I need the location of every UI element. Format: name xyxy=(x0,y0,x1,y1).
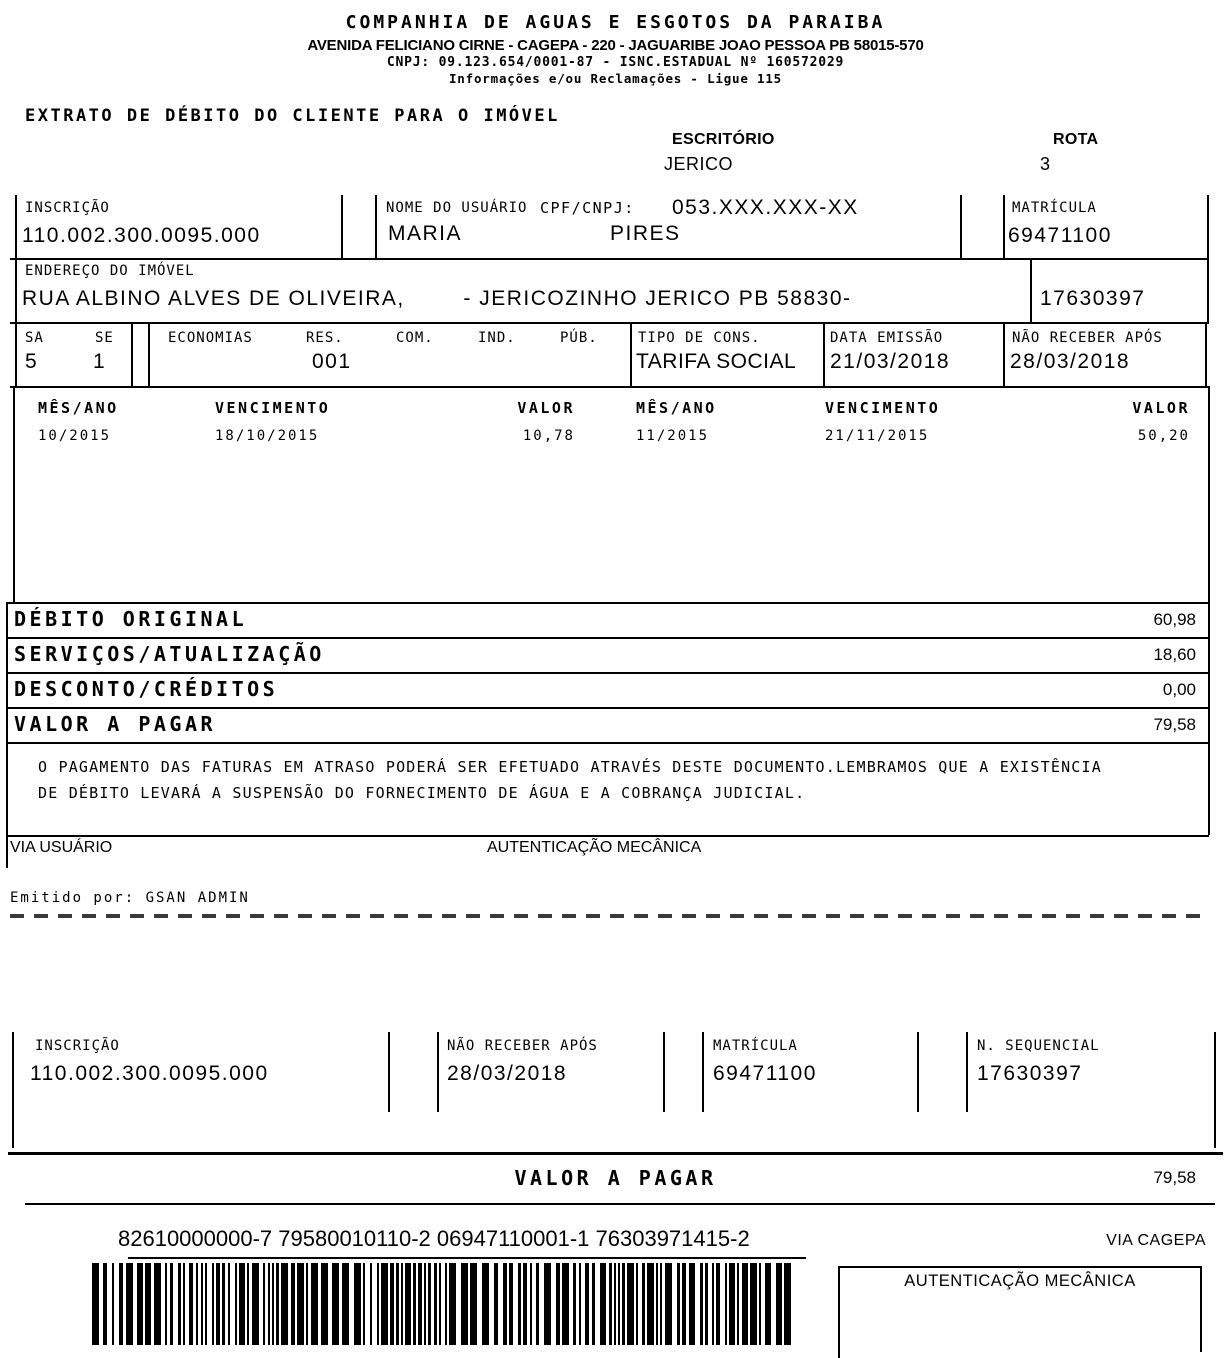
divider xyxy=(838,1266,1202,1268)
page-title: EXTRATO DE DÉBITO DO CLIENTE PARA O IMÓVEL xyxy=(25,106,560,126)
divider xyxy=(15,195,17,258)
divider xyxy=(1030,258,1032,322)
divider xyxy=(1207,195,1209,258)
data-emissao-value: 21/03/2018 xyxy=(830,350,951,373)
company-cnpj: CNPJ: 09.123.654/0001-87 - ISNC.ESTADUAL Nº 160572029 xyxy=(386,55,845,70)
total-row-value: 79,58 xyxy=(1153,715,1196,734)
res-label: RES. xyxy=(306,330,344,346)
divider xyxy=(1003,195,1005,258)
table-cell-mes-ano-1: 10/2015 xyxy=(38,428,112,444)
table-header-valor-2: VALOR xyxy=(1132,399,1190,417)
com-label: COM. xyxy=(396,330,434,346)
divider xyxy=(341,195,343,258)
table-cell-valor-1: 10,78 xyxy=(522,428,575,444)
divider xyxy=(6,835,8,868)
tipo-cons-value: TARIFA SOCIAL xyxy=(636,350,797,373)
stub-nao-receber-value: 28/03/2018 xyxy=(447,1062,568,1085)
tear-line xyxy=(10,914,1202,918)
total-row-value: 60,98 xyxy=(1153,610,1196,629)
divider xyxy=(6,637,1209,639)
divider xyxy=(10,386,1209,388)
divider xyxy=(6,602,8,742)
notice-line: DE DÉBITO LEVARÁ A SUSPENSÃO DO FORNECIMENTO DE ÁGUA E A COBRANÇA JUDICIAL. xyxy=(38,784,806,802)
sa-value: 5 xyxy=(25,350,39,373)
table-header-mes-ano-2: MÊS/ANO xyxy=(636,399,717,417)
divider xyxy=(1208,742,1210,835)
stub-valor-a-pagar-label: VALOR A PAGAR xyxy=(514,1166,717,1190)
table-cell-vencimento-2: 21/11/2015 xyxy=(825,428,930,444)
divider xyxy=(702,1032,704,1112)
divider xyxy=(6,707,1209,709)
barcode-number: 82610000000-7 79580010110-2 06947110001-1 76303971415-2 xyxy=(118,1226,750,1251)
divider xyxy=(388,1032,390,1112)
notice-line: O PAGAMENTO DAS FATURAS EM ATRASO PODERÁ SER EFETUADO ATRAVÉS DESTE DOCUMENTO.LEMBRAMOS QUE A EXISTÊNCIA xyxy=(38,758,1102,776)
sa-label: SA xyxy=(25,330,44,346)
company-address: AVENIDA FELICIANO CIRNE - CAGEPA - 220 - JAGUARIBE JOAO PESSOA PB 58015-570 xyxy=(307,37,924,54)
stub-nao-receber-label: NÃO RECEBER APÓS xyxy=(447,1038,598,1054)
user-name-label: NOME DO USUÁRIO xyxy=(386,200,528,216)
stub-sequencial-value: 17630397 xyxy=(977,1062,1083,1085)
divider xyxy=(917,1032,919,1112)
divider xyxy=(1208,602,1210,742)
table-cell-mes-ano-2: 11/2015 xyxy=(636,428,710,444)
stub-valor-a-pagar-value: 79,58 xyxy=(1153,1168,1196,1187)
divider xyxy=(148,322,150,386)
total-row-value: 0,00 xyxy=(1162,680,1196,699)
nao-receber-label: NÃO RECEBER APÓS xyxy=(1012,330,1163,346)
total-row-value: 18,60 xyxy=(1153,645,1196,664)
divider xyxy=(966,1032,968,1112)
via-usuario-label: VIA USUÁRIO xyxy=(10,839,113,856)
total-row-label: DESCONTO/CRÉDITOS xyxy=(14,677,279,701)
divider xyxy=(15,258,17,322)
cpf-value: 053.XXX.XXX-XX xyxy=(672,196,859,219)
divider xyxy=(1214,1032,1216,1148)
divider xyxy=(6,672,1209,674)
route-label: ROTA xyxy=(1053,131,1099,148)
via-cagepa-label: VIA CAGEPA xyxy=(1106,1232,1206,1249)
divider xyxy=(25,1203,1215,1205)
stub-matricula-value: 69471100 xyxy=(713,1062,817,1085)
divider xyxy=(630,322,632,386)
endereco-label: ENDEREÇO DO IMÓVEL xyxy=(25,263,195,279)
endereco-code: 17630397 xyxy=(1040,287,1146,310)
stub-inscricao-label: INSCRIÇÃO xyxy=(35,1038,120,1054)
divider xyxy=(1208,386,1210,602)
divider xyxy=(6,602,1209,604)
total-row-label: SERVIÇOS/ATUALIZAÇÃO xyxy=(14,642,325,666)
divider xyxy=(13,386,15,602)
cpf-label: CPF/CNPJ: xyxy=(540,199,635,217)
company-info-line: Informações e/ou Reclamações - Ligue 115 xyxy=(448,71,783,86)
divider xyxy=(1207,258,1209,322)
stub-inscricao-value: 110.002.300.0095.000 xyxy=(30,1062,269,1085)
divider xyxy=(10,322,1209,324)
table-cell-vencimento-1: 18/10/2015 xyxy=(215,428,320,444)
divider xyxy=(131,322,133,386)
user-first-name: MARIA xyxy=(388,222,463,245)
divider xyxy=(1205,322,1207,386)
divider xyxy=(1003,322,1005,386)
user-last-name: PIRES xyxy=(610,222,681,245)
table-header-valor-1: VALOR xyxy=(517,399,575,417)
data-emissao-label: DATA EMISSÃO xyxy=(830,330,944,346)
autenticacao-mecanica-label: AUTENTICAÇÃO MECÂNICA xyxy=(487,839,702,856)
ind-label: IND. xyxy=(478,330,516,346)
stub-autenticacao-label: AUTENTICAÇÃO MECÂNICA xyxy=(904,1272,1136,1290)
table-header-vencimento-2: VENCIMENTO xyxy=(825,399,941,417)
divider xyxy=(6,742,8,835)
office-value: JERICO xyxy=(664,154,734,174)
matricula-label: MATRÍCULA xyxy=(1012,200,1097,216)
emitido-por: Emitido por: GSAN ADMIN xyxy=(10,890,250,906)
divider xyxy=(663,1032,665,1112)
inscricao-label: INSCRIÇÃO xyxy=(25,200,110,216)
divider xyxy=(6,835,1209,837)
stub-matricula-label: MATRÍCULA xyxy=(713,1038,798,1054)
divider xyxy=(12,1032,14,1148)
matricula-value: 69471100 xyxy=(1008,224,1112,247)
route-value: 3 xyxy=(1040,154,1051,174)
se-value: 1 xyxy=(93,350,107,373)
table-header-vencimento-1: VENCIMENTO xyxy=(215,399,331,417)
nao-receber-value: 28/03/2018 xyxy=(1010,350,1131,373)
se-label: SE xyxy=(95,330,114,346)
economias-res-value: 001 xyxy=(312,350,352,373)
divider xyxy=(960,195,962,258)
stub-sequencial-label: N. SEQUENCIAL xyxy=(977,1038,1100,1054)
barcode xyxy=(92,1263,800,1345)
divider xyxy=(6,742,1209,744)
economias-label: ECONOMIAS xyxy=(168,330,253,346)
endereco-value: RUA ALBINO ALVES DE OLIVEIRA, - JERICOZINHO JERICO PB 58830- xyxy=(22,287,852,310)
company-name: COMPANHIA DE AGUAS E ESGOTOS DA PARAIBA xyxy=(345,12,886,33)
table-header-mes-ano-1: MÊS/ANO xyxy=(38,399,119,417)
office-label: ESCRITÓRIO xyxy=(672,131,775,148)
divider xyxy=(823,322,825,386)
divider xyxy=(15,322,17,386)
inscricao-value: 110.002.300.0095.000 xyxy=(22,224,261,247)
total-row-label: DÉBITO ORIGINAL xyxy=(14,607,248,631)
divider xyxy=(8,1152,1223,1155)
divider xyxy=(437,1032,439,1112)
pub-label: PÚB. xyxy=(560,330,598,346)
total-row-label: VALOR A PAGAR xyxy=(14,712,217,736)
table-cell-valor-2: 50,20 xyxy=(1137,428,1190,444)
divider xyxy=(128,1257,806,1259)
tipo-cons-label: TIPO DE CONS. xyxy=(638,330,761,346)
divider xyxy=(375,195,377,258)
